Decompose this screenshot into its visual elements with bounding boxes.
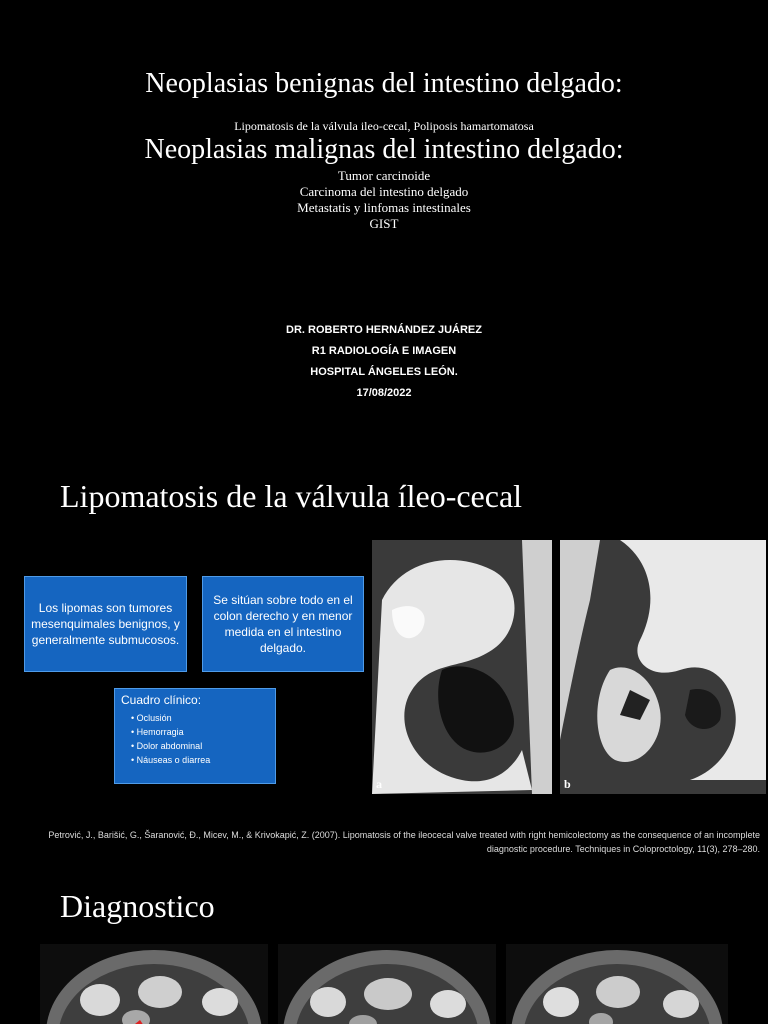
malign-item: Carcinoma del intestino delgado — [299, 184, 469, 199]
clinical-box — [114, 688, 276, 784]
author-name: DR. ROBERTO HERNÁNDEZ JUÁREZ — [286, 324, 482, 336]
author-hospital: HOSPITAL ÁNGELES LEÓN. — [310, 366, 458, 378]
ct-image-3 — [506, 944, 728, 1024]
info-box-lipomas — [24, 576, 187, 672]
citation: Petrović, J., Barišić, G., Šaranović, Đ., Micev, M., & Krivokapić, Z. (2007). Lipomatosis of the ileocecal valve treated with right hemicolectomy as the consequence of an incomplete diagnostic procedure. Techniques in Coloproctology, 11(3), 278–280. — [48, 830, 760, 854]
image-label: a — [376, 777, 382, 791]
image-label: b — [564, 777, 571, 791]
ct-graphic — [506, 944, 728, 1024]
author-role: R1 RADIOLOGÍA E IMAGEN — [311, 345, 457, 357]
info-box-text: Se sitúan sobre todo en el colon derecho y en menor medida en el intestino delgado. — [213, 593, 353, 655]
info-box-text: Los lipomas son tumores mesenquimales benignos, y generalmente submucosos. — [31, 601, 180, 647]
slide-title: Diagnostico — [60, 888, 215, 924]
ct-image-1 — [40, 944, 268, 1024]
author-block — [0, 320, 768, 404]
clinical-item: • Oclusión — [131, 711, 269, 725]
malign-list — [0, 168, 768, 232]
benign-items: Lipomatosis de la válvula ileo-cecal, Poliposis hamartomatosa — [234, 119, 534, 133]
xray-graphic — [372, 540, 552, 794]
clinical-item: • Náuseas o diarrea — [131, 753, 269, 767]
xray-image-a — [372, 540, 552, 794]
diagnostico-slide — [0, 870, 768, 1024]
info-box-location — [202, 576, 364, 672]
xray-image-b — [560, 540, 766, 794]
clinical-title: Cuadro clínico: — [121, 693, 202, 707]
ct-image-2 — [278, 944, 496, 1024]
clinical-item: • Hemorragia — [131, 725, 269, 739]
author-date: 17/08/2022 — [356, 387, 412, 399]
lipomatosis-slide — [0, 450, 768, 870]
clinical-item: • Dolor abdominal — [131, 739, 269, 753]
title-slide — [0, 0, 768, 450]
benign-title: Neoplasias benignas del intestino delgado: — [145, 68, 623, 99]
slide-title: Lipomatosis de la válvula íleo-cecal — [60, 478, 523, 514]
ct-graphic — [278, 944, 496, 1024]
malign-item: Metastatis y linfomas intestinales — [297, 200, 471, 215]
malign-item: Tumor carcinoide — [337, 168, 431, 183]
xray-graphic — [560, 540, 766, 794]
ct-graphic — [40, 944, 268, 1024]
clinical-list — [121, 711, 269, 767]
malign-title: Neoplasias malignas del intestino delgado: — [144, 134, 624, 165]
malign-item: GIST — [369, 216, 399, 231]
